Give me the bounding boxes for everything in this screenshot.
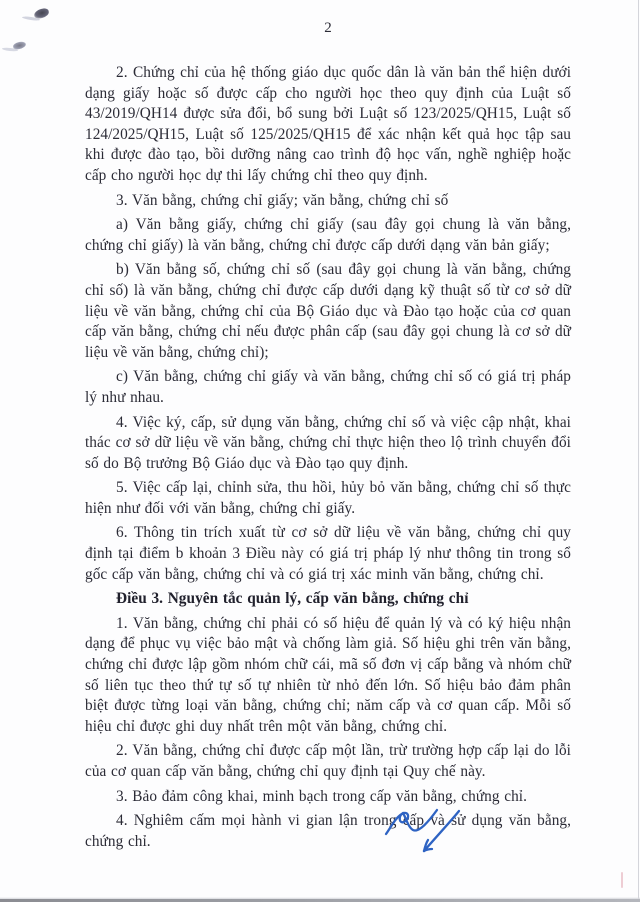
scan-edge-right [638,0,639,902]
clause-paragraph: a) Văn bằng giấy, chứng chỉ giấy (sau đây gọi chung là văn bằng, chứng chỉ giấy) là văn bằng, chứng chỉ được cấp dưới dạng văn bản giấy; [85,216,571,254]
ink-smudge [12,41,26,50]
handwritten-signature-scribble [383,804,467,858]
clause-paragraph: c) Văn bằng, chứng chỉ giấy và văn bằng, chứng chỉ số có giá trị pháp lý như nhau. [85,368,571,406]
clause-paragraph: 2. Chứng chỉ của hệ thống giáo dục quốc dân là văn bản thể hiện dưới dạng giấy hoặc số được cấp cho người học theo quy định của Luật số 43/2019/QH14 được sửa đổi, bổ sung bởi Luật số 123/2025/QH15, Luật số 124/2025/QH15, Luật số 125/2025/QH15 để xác nhận kết quả học tập sau khi được đào tạo, bồi dưỡng nâng cao trình độ học vấn, nghề nghiệp hoặc cấp cho người học dự thi lấy chứng chỉ theo quy định. [85,64,571,184]
article-heading: Điều 3. Nguyên tắc quản lý, cấp văn bằng, chứng chỉ [116,590,469,608]
clause-paragraph: 6. Thông tin trích xuất từ cơ sở dữ liệu về văn bằng, chứng chỉ quy định tại điểm b khoản 3 Điều này có giá trị pháp lý như thông tin trong sổ gốc cấp văn bằng, chứng chỉ và có giá trị xác minh văn bằng, chứng chỉ. [85,524,571,583]
clause-paragraph: 5. Việc cấp lại, chỉnh sửa, thu hồi, hủy bỏ văn bằng, chứng chỉ số thực hiện như đối với văn bằng, chứng chỉ giấy. [85,479,571,517]
clause-paragraph: 3. Bảo đảm công khai, minh bạch trong cấp văn bằng, chứng chỉ. [116,787,527,805]
clause-paragraph: 2. Văn bằng, chứng chỉ được cấp một lần, trừ trường hợp cấp lại do lỗi của cơ quan cấp văn bằng, chứng chỉ quy định tại Quy chế này. [85,742,571,780]
document-body [85,63,571,856]
clause-paragraph: 1. Văn bằng, chứng chỉ phải có số hiệu để quản lý và có ký hiệu nhận dạng để phục vụ việc bảo mật và chống làm giả. Số hiệu ghi trên văn bằng, chứng chỉ được lập gồm nhóm chữ cái, mã số đơn vị cấp bằng và nhóm chữ số liên tục theo thứ tự số tự nhiên từ nhỏ đến lớn. Số hiệu bảo đảm phân biệt được từng loại văn bằng, chứng chỉ; năm cấp và cơ quan cấp. Mỗi số hiệu chỉ được ghi duy nhất trên một văn bằng, chứng chỉ. [85,614,571,735]
clause-paragraph: 4. Nghiêm cấm mọi hành vi gian lận trong cấp và sử dụng văn bằng, chứng chỉ. [85,812,571,850]
ink-smudge [33,7,50,19]
page-number: 2 [324,20,332,36]
pink-scan-mark [621,872,623,888]
clause-paragraph: 3. Văn bằng, chứng chỉ giấy; văn bằng, chứng chỉ số [116,191,449,209]
clause-paragraph: 4. Việc ký, cấp, sử dụng văn bằng, chứng chỉ số và việc cập nhật, khai thác cơ sở dữ liệu về văn bằng, chứng chỉ thực hiện theo lộ trình chuyển đổi số do Bộ trưởng Bộ Giáo dục và Đào tạo quy định. [85,413,571,472]
clause-paragraph: b) Văn bằng số, chứng chỉ số (sau đây gọi chung là văn bằng, chứng chỉ số) là văn bằng, chứng chỉ được cấp dưới dạng kỹ thuật số từ cơ sở dữ liệu về văn bằng, chứng chỉ của Bộ Giáo dục và Đào tạo hoặc của cơ quan cấp văn bằng, chứng chỉ nếu được phân cấp (sau đây gọi chung là cơ sở dữ liệu về văn bằng, chứng chỉ); [85,261,571,361]
